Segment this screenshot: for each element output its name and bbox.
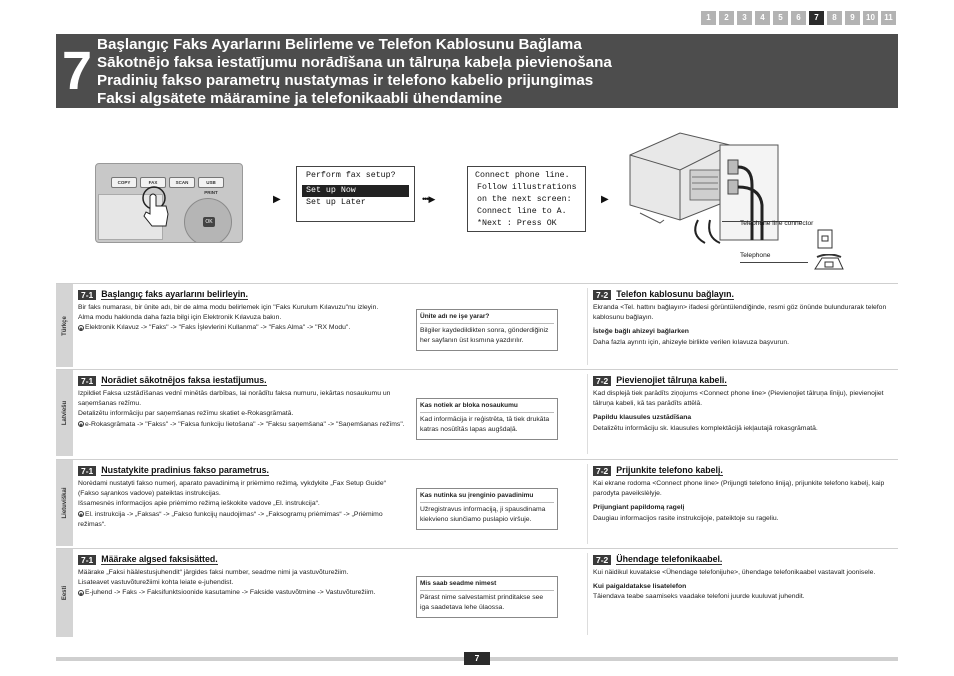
reference-icon: ◉ <box>79 511 83 517</box>
control-panel-illustration <box>95 163 243 243</box>
lcd-selected-option: Set up Now <box>302 185 409 197</box>
step-7-1-body <box>78 479 408 530</box>
note-text: Kad informācija ir reģistrēta, tā tiek drukāta katras nosūtītās lapas augšdaļā. <box>420 416 550 434</box>
wall-jack-icon <box>817 229 833 249</box>
title-lithuanian: Pradinių fakso parametrų nustatymas ir telefono kabelio prijungimas <box>97 72 594 89</box>
body-paragraph: Alma modu hakkında daha fazla bilgi için Elektronik Kılavuza bakın. <box>78 314 282 322</box>
step-7-2-heading <box>593 554 722 565</box>
page-link-1[interactable]: 1 <box>701 11 716 25</box>
step-title: Norādiet sākotnējos faksa iestatījumus. <box>101 375 267 385</box>
info-note-box <box>416 398 558 440</box>
step-7-1-body <box>78 389 408 430</box>
language-label: Lietuviškai <box>61 487 68 519</box>
body-paragraph: Išsamesnės informacijos apie priėmimo režimą ieškokite vadove „El. instrukcija“. <box>78 500 320 508</box>
manual-path: e-Rokasgrāmata -> "Fakss" -> "Faksa funkciju lietošana" -> "Faksu saņemšana" -> "Saņemšanas režīms". <box>85 420 405 428</box>
body-paragraph: Lisateavet vastuvõturežiimi kohta leiate e-juhendist. <box>78 579 234 587</box>
step-badge: 7-1 <box>78 466 96 476</box>
title-turkish: Başlangıç Faks Ayarlarını Belirleme ve Telefon Kablosunu Bağlama <box>97 36 582 53</box>
step-title: Määrake algsed faksisätted. <box>101 554 218 564</box>
lcd-screen-setup <box>296 166 415 222</box>
step-badge: 7-2 <box>593 466 611 476</box>
column-divider <box>587 374 588 454</box>
page-link-9[interactable]: 9 <box>845 11 860 25</box>
usb-print-button: USB PRINT <box>198 177 224 188</box>
language-tab <box>56 370 73 456</box>
title-estonian: Faksi algsätete määramine ja telefonikaabli ühendamine <box>97 90 503 107</box>
manual-path: El. instrukcija -> „Faksas“ -> „Fakso funkcijų naudojimas“ -> „Faksogramų priėmimas“ -> „Priėmimo režimas“. <box>78 510 383 528</box>
step-7-1-heading <box>78 289 248 300</box>
body-paragraph: Daha fazla ayrıntı için, ahizeyle birlikte verilen kılavuza başvurun. <box>593 338 790 346</box>
body-paragraph: Daugiau informacijos rasite instrukcijoje, pateiktoje su rageliu. <box>593 514 779 522</box>
copy-button: COPY <box>111 177 137 188</box>
dots-arrow-icon: •••▶ <box>422 194 435 204</box>
body-paragraph: Norėdami nustatyti fakso numerį, aparato pavadinimą ir priėmimo režimą, vykdykite „Fax Setup Guide“ (Fakso sąrankos vadove) pateiktas instrukcijas. <box>78 480 386 498</box>
body-paragraph: Kui näidikul kuvatakse <Ühendage telefonijuhe>, ühendage telefonikaabel vastavalt joonisele. <box>593 569 876 576</box>
lcd-line: Connect line to A. <box>477 207 567 216</box>
column-divider <box>587 288 588 365</box>
manual-path: E-juhend -> Faks -> Faksifunktsioonide kasutamine -> Fakside vastuvõtmine -> Vastuvõturežiim. <box>85 589 376 597</box>
arrow-icon: ▶ <box>273 194 281 205</box>
step-badge: 7-2 <box>593 290 611 300</box>
step-7-2-body <box>593 479 893 524</box>
lcd-screen-connect <box>467 166 586 232</box>
step-badge: 7-1 <box>78 376 96 386</box>
callout-line <box>740 262 808 263</box>
step-7-2-heading <box>593 375 727 386</box>
title-latvian: Sākotnējo faksa iestatījumu norādīšana un tālruņa kabeļa pievienošana <box>97 54 612 71</box>
step-title: Pievienojiet tālruņa kabeli. <box>616 375 727 385</box>
step-7-2-body <box>593 389 893 434</box>
step-title: Prijunkite telefono kabelį. <box>616 465 723 475</box>
step-7-2-heading <box>593 289 734 300</box>
lcd-line: on the next screen: <box>477 195 572 204</box>
page-link-10[interactable]: 10 <box>863 11 878 25</box>
telephone-icon <box>812 254 846 274</box>
lcd-line: Set up Later <box>306 198 366 207</box>
page-link-5[interactable]: 5 <box>773 11 788 25</box>
subheading: Kui paigaldatakse lisatelefon <box>593 583 687 591</box>
step-7-1-body <box>78 568 408 599</box>
language-tab <box>56 549 73 637</box>
language-label: Eesti <box>61 585 68 601</box>
note-title: Ünite adı ne işe yarar? <box>420 312 554 324</box>
step-7-1-body <box>78 303 408 334</box>
info-note-box <box>416 488 558 530</box>
page-link-2[interactable]: 2 <box>719 11 734 25</box>
step-number: 7 <box>62 41 93 101</box>
telephone-label: Telephone <box>740 252 771 259</box>
header-titles <box>97 36 612 108</box>
reference-icon: ◉ <box>79 421 83 427</box>
lcd-line: Connect phone line. <box>475 171 570 180</box>
page-link-6[interactable]: 6 <box>791 11 806 25</box>
page-link-11[interactable]: 11 <box>881 11 896 25</box>
language-tab <box>56 284 73 367</box>
subheading: Prijungiant papildomą ragelį <box>593 504 685 512</box>
step-7-2-heading <box>593 465 723 476</box>
ok-button: OK <box>203 217 215 227</box>
subheading: İsteğe bağlı ahizeyi bağlarken <box>593 328 689 336</box>
body-paragraph: Kai ekrane rodoma <Connect phone line> (Prijungti telefono liniją), prijunkite telefono kabelį, kaip parodyta paveikslėlyje. <box>593 480 885 498</box>
language-label: Türkçe <box>61 315 68 336</box>
body-paragraph: Izpildiet Faksa uzstādīšanas vednī minētās darbības, lai norādītu faksa numuru, iekārtas nosaukumu un saņemšanas režīmu. <box>78 390 391 408</box>
page-link-7[interactable]: 7 <box>809 11 824 25</box>
page-link-3[interactable]: 3 <box>737 11 752 25</box>
note-title: Kas nutinka su įrenginio pavadinimu <box>420 491 554 503</box>
subheading: Papildu klausules uzstādīšana <box>593 414 692 422</box>
footer-page-number: 7 <box>464 652 490 665</box>
note-text: Užregistravus informaciją, ji spausdinama kiekvieno siunčiamo puslapio viršuje. <box>420 506 546 524</box>
step-7-1-heading <box>78 554 218 565</box>
lcd-line: *Next : Press OK <box>477 219 557 228</box>
step-title: Nustatykite pradinius fakso parametrus. <box>101 465 269 475</box>
note-text: Pärast nime salvestamist prinditakse see iga saadetava lehe ülaossa. <box>420 594 544 612</box>
note-text: Bilgiler kaydedildikten sonra, gönderdiğiniz her sayfanın üst kısmına yazdırılır. <box>420 327 549 345</box>
lcd-line: Follow illustrations <box>477 183 577 192</box>
body-paragraph: Määrake „Faksi häälestusjuhendit“ järgides faksi number, seadme nimi ja vastuvõturežiim. <box>78 569 349 576</box>
language-section <box>56 283 898 367</box>
reference-icon: ◉ <box>79 325 83 331</box>
step-7-1-heading <box>78 465 269 476</box>
language-tab <box>56 460 73 546</box>
column-divider <box>587 464 588 544</box>
lcd-line: Perform fax setup? <box>306 171 396 180</box>
body-paragraph: Detalizētu informāciju sk. klausules komplektācijā iekļautajā rokasgrāmatā. <box>593 424 818 432</box>
column-divider <box>587 553 588 635</box>
body-paragraph: Detalizētu informāciju par saņemšanas režīmu skatiet e-Rokasgrāmatā. <box>78 410 294 418</box>
step-7-2-body <box>593 568 893 603</box>
pointing-hand-icon <box>136 184 176 230</box>
step-title: Başlangıç faks ayarlarını belirleyin. <box>101 289 248 299</box>
telephone-line-connector-label: Telephone line connector <box>740 220 814 227</box>
arrow-icon: ▶ <box>601 194 609 205</box>
section-header <box>56 34 898 108</box>
info-note-box <box>416 576 558 618</box>
step-badge: 7-1 <box>78 555 96 565</box>
page-navigation <box>701 11 896 25</box>
language-label: Latviešu <box>61 400 68 426</box>
fax-button: FAX <box>140 177 166 188</box>
step-badge: 7-2 <box>593 555 611 565</box>
scan-button: SCAN <box>169 177 195 188</box>
step-badge: 7-1 <box>78 290 96 300</box>
language-section <box>56 459 898 546</box>
body-paragraph: Ekranda <Tel. hattını bağlayın> ifadesi görüntülendiğinde, resmi göz önünde bulundurarak telefon kablosunu bağlayın. <box>593 304 887 322</box>
step-7-1-heading <box>78 375 267 386</box>
language-section <box>56 548 898 637</box>
step-title: Ühendage telefonikaabel. <box>616 554 723 564</box>
note-title: Mis saab seadme nimest <box>420 579 554 591</box>
note-title: Kas notiek ar bloka nosaukumu <box>420 401 554 413</box>
step-badge: 7-2 <box>593 376 611 386</box>
page-link-8[interactable]: 8 <box>827 11 842 25</box>
body-paragraph: Kad displejā tiek parādīts ziņojums <Connect phone line> (Pievienojiet tālruņa līniju), pievienojiet tālruņa kabeli, kā tas parādīts attēlā. <box>593 390 884 408</box>
step-title: Telefon kablosunu bağlayın. <box>616 289 734 299</box>
reference-icon: ◉ <box>79 590 83 596</box>
step-7-2-body <box>593 303 893 348</box>
page-link-4[interactable]: 4 <box>755 11 770 25</box>
body-paragraph: Täiendava teabe saamiseks vaadake telefoni juurde kuuluvat juhendit. <box>593 593 805 601</box>
info-note-box <box>416 309 558 351</box>
body-paragraph: Bir faks numarası, bir ünite adı, bir de alma modu belirlemek için "Faks Kurulum Kılavuzu"nu izleyin. <box>78 304 379 311</box>
language-section <box>56 369 898 456</box>
manual-path: Elektronik Kılavuz -> "Faks" -> "Faks İşlevlerini Kullanma" -> "Faks Alma" -> "RX Modu". <box>85 324 351 332</box>
